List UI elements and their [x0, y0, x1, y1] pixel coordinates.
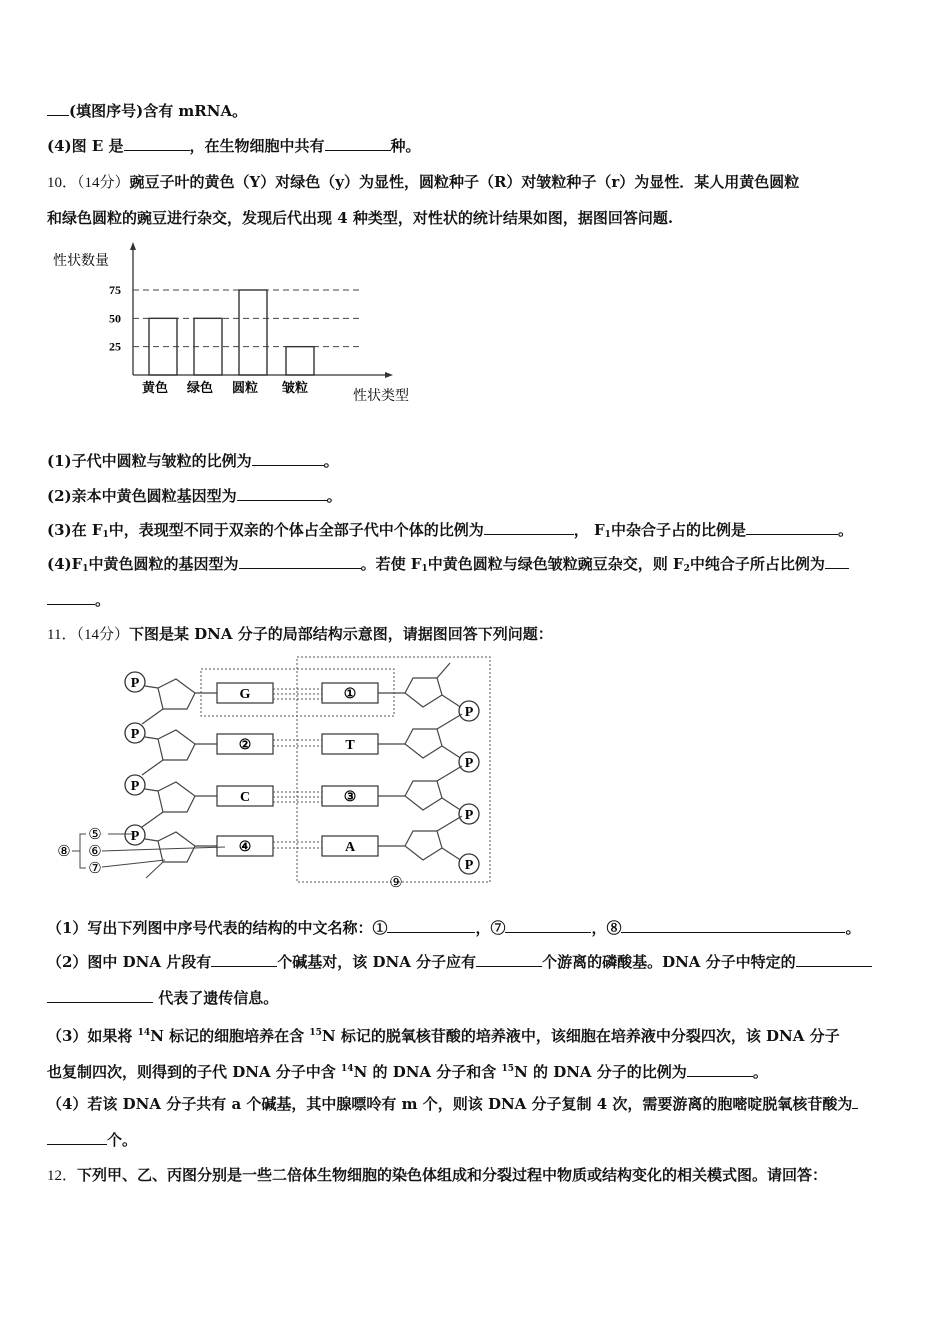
text: （1）写出下列图中序号代表的结构的中文名称：①: [47, 919, 388, 937]
text: 个游离的磷酸基。DNA 分子中特定的: [542, 953, 796, 971]
svg-text:P: P: [464, 808, 474, 823]
base-label: A: [344, 840, 356, 855]
q11-sub4: [47, 1094, 858, 1114]
text: 中纯合子所占比例为: [689, 555, 825, 573]
text: （3）如果将: [47, 1027, 138, 1045]
deoxyribose-icon: [405, 678, 442, 707]
answer-blank[interactable]: [505, 918, 591, 933]
text: (1)子代中圆粒与皱粒的比例为: [47, 452, 252, 470]
phosphate-icon: [125, 825, 145, 845]
trait-bar-chart: [47, 240, 427, 410]
text: 个碱基对，该 DNA 分子应有: [277, 953, 477, 971]
q11-sub4-cont: [47, 1130, 137, 1150]
text: (3)在 F: [47, 521, 103, 539]
text: (2)亲本中黄色圆粒基因型为: [47, 487, 237, 505]
answer-blank[interactable]: [47, 590, 95, 605]
deoxyribose-icon: [158, 782, 195, 812]
answer-blank[interactable]: [239, 554, 361, 569]
text: 。: [837, 521, 853, 539]
q11-stem: [47, 624, 553, 645]
text: 下图是某 DNA 分子的局部结构示意图，请据图回答下列问题：: [128, 625, 553, 643]
text: (填图序号)含有 mRNA。: [69, 102, 248, 120]
base-label: ③: [343, 790, 357, 805]
answer-blank[interactable]: [621, 918, 845, 933]
q10-sub4-cont: [47, 590, 110, 610]
text: 个。: [107, 1131, 138, 1149]
text: 和绿色圆粒的豌豆进行杂交，发现后代出现 4 种类型，对性状的统计结果如图，据图回答问题.: [47, 209, 674, 227]
svg-text:P: P: [130, 727, 140, 742]
structure-number-label: ⑨: [389, 875, 403, 891]
text: 下列甲、乙、丙图分别是一些二倍体生物细胞的染色体组成和分裂过程中物质或结构变化的相关模式图。请回答：: [77, 1166, 828, 1184]
text: 。: [326, 487, 342, 505]
base-label: G: [239, 687, 251, 702]
text: 。: [95, 591, 111, 609]
q10-sub1: [47, 451, 339, 471]
svg-text:P: P: [130, 676, 140, 691]
text: 。若使 F: [360, 555, 422, 573]
deoxyribose-icon: [158, 679, 195, 709]
answer-blank[interactable]: [325, 136, 391, 151]
subscript: 1: [604, 530, 611, 540]
answer-blank[interactable]: [687, 1062, 753, 1077]
answer-blank[interactable]: [852, 1094, 858, 1109]
text: ，⑦: [475, 919, 506, 937]
q10-stem-line1: [47, 172, 799, 193]
structure-number-label: ⑤: [88, 827, 102, 843]
text: (4)图 E 是: [47, 137, 124, 155]
q12-stem: [47, 1165, 827, 1186]
q11-sub2-cont: [47, 988, 278, 1008]
subscript: 1: [82, 564, 89, 574]
answer-blank[interactable]: [124, 136, 190, 151]
base-label: C: [239, 790, 251, 805]
deoxyribose-icon: [405, 831, 442, 860]
superscript: 14: [341, 1064, 354, 1074]
q11-sub3-cont: [47, 1059, 768, 1082]
bar: [239, 290, 267, 375]
base-label: T: [345, 738, 355, 753]
answer-blank[interactable]: [476, 952, 542, 967]
answer-blank[interactable]: [47, 1130, 107, 1145]
structure-number-label: ⑥: [88, 844, 102, 860]
phosphate-icon: [459, 854, 479, 874]
text: 豌豆子叶的黄色（Y）对绿色（y）为显性，圆粒种子（R）对皱粒种子（r）为显性．某人用黄色圆粒: [129, 173, 800, 191]
text: 种。: [390, 137, 421, 155]
deoxyribose-icon: [158, 832, 195, 862]
phosphate-icon: [459, 701, 479, 721]
base-label: ①: [343, 687, 357, 702]
text: 中，表现型不同于双亲的个体占全部子代中个体的比例为: [108, 521, 484, 539]
q10-sub2: [47, 486, 342, 506]
q11-sub3: [47, 1023, 840, 1046]
answer-blank[interactable]: [47, 988, 153, 1003]
question-number: 11．（14分）: [47, 627, 129, 643]
answer-blank[interactable]: [746, 520, 838, 535]
phosphate-icon: [125, 775, 145, 795]
text: (4)F: [47, 555, 83, 573]
svg-text:P: P: [464, 858, 474, 873]
text: 。: [845, 919, 861, 937]
question-number: 10．（14分）: [47, 175, 130, 191]
base-label: ②: [238, 738, 252, 753]
q10-sub3: [47, 520, 853, 545]
text: 中黄色圆粒与绿色皱粒豌豆杂交，则 F: [427, 555, 684, 573]
svg-text:P: P: [464, 756, 474, 771]
x-axis-label: 性状类型: [353, 389, 409, 404]
answer-blank[interactable]: [484, 520, 574, 535]
x-category-label: 黄色: [142, 380, 169, 395]
phosphate-icon: [459, 804, 479, 824]
text: 代表了遗传信息。: [153, 989, 279, 1007]
x-category-label: 皱粒: [282, 380, 309, 395]
phosphate-icon: [125, 672, 145, 692]
text: 。: [323, 452, 339, 470]
answer-blank[interactable]: [237, 486, 327, 501]
text: N 标记的细胞培养在含: [150, 1027, 310, 1045]
subscript: 1: [421, 564, 428, 574]
q9-sub4: [47, 136, 421, 156]
base-label: ④: [238, 840, 252, 855]
y-tick-label: 75: [109, 283, 121, 297]
text: ，⑧: [591, 919, 622, 937]
q11-sub1: [47, 918, 861, 938]
q10-stem-line2: [47, 208, 673, 228]
dna-structure-diagram: [50, 650, 500, 900]
answer-blank[interactable]: [252, 451, 324, 466]
text: N 的 DNA 分子的比例为: [514, 1063, 687, 1081]
answer-blank[interactable]: [211, 952, 277, 967]
subscript: 2: [683, 564, 690, 574]
q11-sub2: [47, 952, 872, 972]
text: ， F: [573, 521, 605, 539]
text: 中杂合子占的比例是: [610, 521, 746, 539]
y-axis-label: 性状数量: [53, 254, 109, 269]
text: （4）若该 DNA 分子共有 a 个碱基，其中腺嘌呤有 m 个，则该 DNA 分子复制 4 次，需要游离的胞嘧啶脱氧核苷酸为: [47, 1095, 853, 1113]
structure-number-label: ⑦: [88, 861, 102, 877]
answer-blank[interactable]: [825, 554, 849, 569]
deoxyribose-icon: [405, 729, 442, 758]
y-tick-label: 50: [109, 311, 121, 326]
q9-line-mrna: [47, 101, 247, 121]
text: ，在生物细胞中共有: [189, 137, 325, 155]
structure-number-label: ⑧: [57, 844, 71, 860]
phosphate-icon: [459, 752, 479, 772]
text: 中黄色圆粒的基因型为: [88, 555, 239, 573]
svg-text:P: P: [130, 779, 140, 794]
superscript: 15: [501, 1064, 515, 1074]
answer-blank[interactable]: [796, 952, 872, 967]
answer-blank[interactable]: [47, 101, 69, 116]
deoxyribose-icon: [405, 781, 442, 810]
subscript: 1: [102, 530, 109, 540]
superscript: 15: [309, 1028, 322, 1038]
q10-sub4: [47, 554, 849, 579]
y-tick-label: 25: [109, 339, 121, 354]
text: （2）图中 DNA 片段有: [47, 953, 212, 971]
text: N 标记的脱氧核苷酸的培养液中，该细胞在培养液中分裂四次，该 DNA 分子: [321, 1027, 840, 1045]
svg-text:P: P: [130, 829, 140, 844]
x-category-label: 绿色: [187, 380, 214, 395]
text: 也复制四次，则得到的子代 DNA 分子中含: [47, 1063, 342, 1081]
bar: [286, 347, 314, 375]
superscript: 14: [137, 1028, 151, 1038]
text: N 的 DNA 分子和含: [353, 1063, 502, 1081]
svg-text:P: P: [464, 705, 474, 720]
question-number: 12．: [47, 1168, 78, 1184]
deoxyribose-icon: [158, 730, 195, 760]
phosphate-icon: [125, 723, 145, 743]
text: 。: [752, 1063, 768, 1081]
x-category-label: 圆粒: [232, 380, 259, 395]
answer-blank[interactable]: [387, 918, 475, 933]
